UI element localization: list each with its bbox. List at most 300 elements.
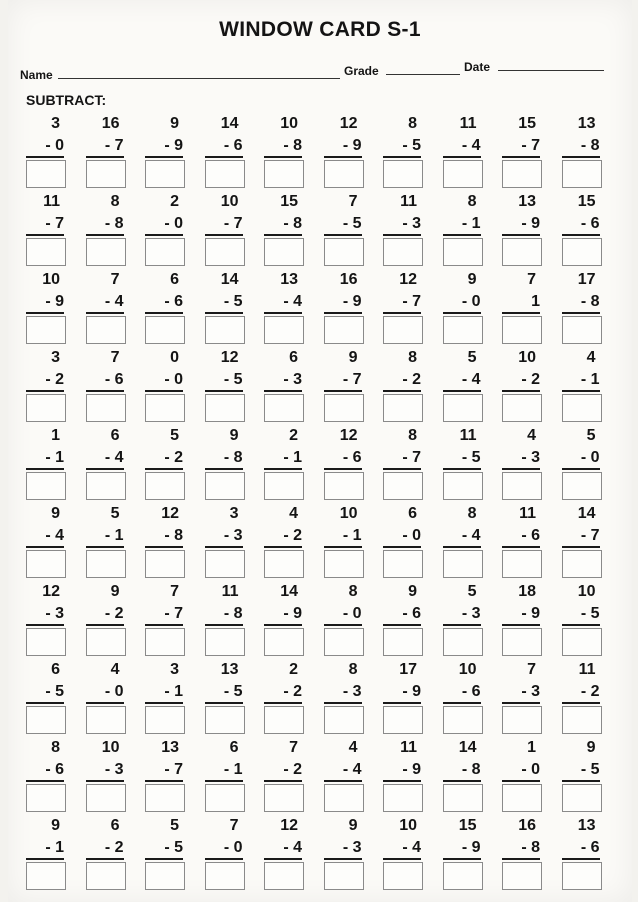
minuend: 7 bbox=[170, 583, 179, 600]
answer-line bbox=[502, 780, 540, 782]
subtraction-problem bbox=[498, 420, 544, 498]
minuend: 13 bbox=[220, 661, 239, 678]
subtraction-problem bbox=[439, 108, 485, 186]
answer-line bbox=[205, 234, 243, 236]
subtraction-problem bbox=[22, 654, 68, 732]
subtraction-problem bbox=[141, 654, 187, 732]
answer-box[interactable] bbox=[562, 706, 602, 734]
answer-box[interactable] bbox=[383, 862, 423, 890]
answer-line bbox=[264, 234, 302, 236]
subtraction-problem bbox=[379, 108, 425, 186]
subtrahend: - 3 bbox=[521, 683, 540, 700]
minuend: 7 bbox=[289, 739, 298, 756]
answer-box[interactable] bbox=[145, 862, 185, 890]
subtrahend: - 3 bbox=[45, 605, 64, 622]
minuend: 2 bbox=[289, 427, 298, 444]
answer-box[interactable] bbox=[26, 394, 66, 422]
answer-line bbox=[383, 858, 421, 860]
subtrahend: - 1 bbox=[45, 449, 64, 466]
subtrahend: 1 bbox=[531, 293, 540, 310]
subtraction-problem bbox=[22, 264, 68, 342]
answer-box[interactable] bbox=[205, 238, 245, 266]
subtrahend: - 3 bbox=[342, 683, 362, 700]
answer-box[interactable] bbox=[324, 472, 364, 500]
subtrahend: - 1 bbox=[342, 527, 362, 544]
subtraction-problem bbox=[22, 420, 68, 498]
answer-box[interactable] bbox=[145, 550, 185, 578]
answer-box[interactable] bbox=[145, 160, 185, 188]
subtraction-problem bbox=[498, 108, 544, 186]
answer-box[interactable] bbox=[145, 784, 185, 812]
minuend: 3 bbox=[170, 661, 179, 678]
answer-box[interactable] bbox=[383, 628, 423, 656]
answer-box[interactable] bbox=[145, 706, 185, 734]
answer-box[interactable] bbox=[86, 628, 126, 656]
answer-box[interactable] bbox=[205, 862, 245, 890]
name-field[interactable] bbox=[58, 78, 340, 79]
answer-box[interactable] bbox=[324, 784, 364, 812]
minuend: 7 bbox=[229, 817, 239, 834]
answer-box[interactable] bbox=[86, 706, 126, 734]
answer-box[interactable] bbox=[383, 472, 423, 500]
answer-box[interactable] bbox=[264, 784, 304, 812]
subtraction-problem bbox=[379, 810, 425, 888]
subtrahend: - 5 bbox=[342, 215, 362, 232]
subtraction-problem bbox=[320, 732, 366, 810]
subtraction-problem bbox=[141, 264, 187, 342]
answer-box[interactable] bbox=[264, 862, 304, 890]
minuend: 11 bbox=[400, 739, 417, 756]
subtrahend: - 5 bbox=[402, 137, 421, 154]
minuend: 7 bbox=[527, 661, 536, 678]
subtrahend: - 9 bbox=[402, 683, 421, 700]
minuend: 8 bbox=[467, 193, 477, 210]
subtraction-problem bbox=[498, 654, 544, 732]
minuend: 9 bbox=[110, 583, 120, 600]
subtraction-problem bbox=[558, 810, 604, 888]
subtrahend: - 3 bbox=[223, 527, 243, 544]
minuend: 6 bbox=[110, 817, 120, 834]
subtrahend: - 9 bbox=[342, 137, 362, 154]
subtrahend: - 4 bbox=[461, 527, 481, 544]
answer-box[interactable] bbox=[264, 550, 304, 578]
answer-box[interactable] bbox=[86, 316, 126, 344]
answer-box[interactable] bbox=[383, 784, 423, 812]
answer-box[interactable] bbox=[26, 316, 66, 344]
answer-box[interactable] bbox=[264, 316, 304, 344]
answer-line bbox=[383, 780, 421, 782]
answer-box[interactable] bbox=[562, 550, 602, 578]
answer-box[interactable] bbox=[86, 862, 126, 890]
answer-box[interactable] bbox=[383, 316, 423, 344]
answer-line bbox=[86, 468, 124, 470]
answer-line bbox=[145, 234, 183, 236]
subtraction-problem bbox=[260, 498, 306, 576]
answer-box[interactable] bbox=[324, 862, 364, 890]
answer-box[interactable] bbox=[26, 550, 66, 578]
answer-box[interactable] bbox=[443, 316, 483, 344]
minuend: 9 bbox=[348, 817, 358, 834]
subtraction-problem bbox=[498, 576, 544, 654]
subtrahend: - 5 bbox=[223, 293, 243, 310]
answer-box[interactable] bbox=[443, 628, 483, 656]
subtrahend: - 1 bbox=[283, 449, 302, 466]
answer-line bbox=[324, 156, 362, 158]
answer-box[interactable] bbox=[205, 784, 245, 812]
subtrahend: - 8 bbox=[580, 293, 600, 310]
answer-box[interactable] bbox=[145, 472, 185, 500]
answer-box[interactable] bbox=[86, 238, 126, 266]
answer-box[interactable] bbox=[86, 160, 126, 188]
subtrahend: - 7 bbox=[402, 293, 421, 310]
answer-box[interactable] bbox=[502, 394, 542, 422]
subtraction-problem bbox=[260, 186, 306, 264]
minuend: 7 bbox=[348, 193, 358, 210]
answer-box[interactable] bbox=[383, 550, 423, 578]
answer-line bbox=[324, 234, 362, 236]
answer-line bbox=[86, 546, 124, 548]
subtrahend: - 0 bbox=[580, 449, 600, 466]
answer-box[interactable] bbox=[502, 238, 542, 266]
grade-field[interactable] bbox=[386, 74, 460, 75]
subtrahend: - 7 bbox=[164, 605, 183, 622]
minuend: 12 bbox=[220, 349, 239, 366]
answer-line bbox=[502, 546, 540, 548]
answer-box[interactable] bbox=[562, 784, 602, 812]
answer-box[interactable] bbox=[324, 706, 364, 734]
date-field[interactable] bbox=[498, 70, 604, 71]
minuend: 6 bbox=[110, 427, 120, 444]
answer-box[interactable] bbox=[26, 160, 66, 188]
answer-line bbox=[324, 546, 362, 548]
minuend: 18 bbox=[518, 583, 536, 600]
subtraction-problem bbox=[498, 342, 544, 420]
answer-line bbox=[443, 312, 481, 314]
subtrahend: - 0 bbox=[104, 683, 124, 700]
answer-line bbox=[264, 624, 302, 626]
answer-box[interactable] bbox=[443, 472, 483, 500]
answer-line bbox=[383, 468, 421, 470]
date-label: Date bbox=[464, 60, 491, 74]
answer-line bbox=[502, 312, 540, 314]
answer-box[interactable] bbox=[264, 706, 304, 734]
answer-box[interactable] bbox=[443, 706, 483, 734]
answer-box[interactable] bbox=[443, 784, 483, 812]
subtraction-problem bbox=[439, 576, 485, 654]
answer-line bbox=[145, 858, 183, 860]
minuend: 8 bbox=[348, 661, 358, 678]
answer-line bbox=[86, 390, 124, 392]
answer-line bbox=[383, 234, 421, 236]
answer-line bbox=[324, 468, 362, 470]
subtraction-problem bbox=[82, 732, 128, 810]
minuend: 2 bbox=[289, 661, 298, 678]
answer-box[interactable] bbox=[383, 394, 423, 422]
answer-line bbox=[324, 858, 362, 860]
subtrahend: - 8 bbox=[461, 761, 481, 778]
answer-line bbox=[26, 546, 64, 548]
answer-line bbox=[562, 390, 600, 392]
answer-box[interactable] bbox=[145, 238, 185, 266]
minuend: 7 bbox=[110, 271, 120, 288]
answer-line bbox=[86, 312, 124, 314]
subtraction-problem bbox=[320, 654, 366, 732]
answer-box[interactable] bbox=[324, 550, 364, 578]
answer-line bbox=[145, 156, 183, 158]
answer-box[interactable] bbox=[26, 238, 66, 266]
minuend: 4 bbox=[289, 505, 298, 522]
answer-box[interactable] bbox=[205, 628, 245, 656]
minuend: 10 bbox=[280, 115, 298, 132]
subtrahend: - 6 bbox=[580, 839, 600, 856]
minuend: 15 bbox=[458, 817, 477, 834]
answer-line bbox=[205, 156, 243, 158]
answer-line bbox=[145, 312, 183, 314]
answer-line bbox=[26, 390, 64, 392]
subtraction-problem bbox=[379, 654, 425, 732]
subtraction-problem bbox=[22, 186, 68, 264]
answer-line bbox=[26, 780, 64, 782]
minuend: 9 bbox=[348, 349, 358, 366]
answer-box[interactable] bbox=[562, 394, 602, 422]
subtraction-problem bbox=[141, 108, 187, 186]
answer-line bbox=[443, 624, 481, 626]
answer-box[interactable] bbox=[562, 160, 602, 188]
subtrahend: - 4 bbox=[402, 839, 421, 856]
minuend: 13 bbox=[577, 817, 596, 834]
answer-box[interactable] bbox=[562, 238, 602, 266]
minuend: 14 bbox=[280, 583, 298, 600]
answer-line bbox=[562, 312, 600, 314]
answer-line bbox=[26, 624, 64, 626]
subtraction-problem bbox=[558, 420, 604, 498]
subtrahend: - 6 bbox=[580, 215, 600, 232]
answer-box[interactable] bbox=[562, 472, 602, 500]
answer-box[interactable] bbox=[502, 472, 542, 500]
subtraction-problem bbox=[379, 732, 425, 810]
answer-box[interactable] bbox=[502, 784, 542, 812]
subtraction-problem bbox=[82, 264, 128, 342]
minuend: 14 bbox=[220, 271, 239, 288]
answer-box[interactable] bbox=[324, 160, 364, 188]
answer-box[interactable] bbox=[324, 238, 364, 266]
subtrahend: - 1 bbox=[580, 371, 600, 388]
minuend: 17 bbox=[577, 271, 596, 288]
minuend: 17 bbox=[399, 661, 417, 678]
answer-box[interactable] bbox=[443, 238, 483, 266]
subtraction-problem bbox=[260, 810, 306, 888]
answer-box[interactable] bbox=[383, 238, 423, 266]
answer-box[interactable] bbox=[383, 706, 423, 734]
answer-box[interactable] bbox=[502, 862, 542, 890]
subtraction-problem bbox=[82, 420, 128, 498]
minuend: 3 bbox=[51, 349, 60, 366]
answer-box[interactable] bbox=[502, 550, 542, 578]
subtraction-problem bbox=[320, 264, 366, 342]
answer-box[interactable] bbox=[205, 394, 245, 422]
subtrahend: - 8 bbox=[164, 527, 183, 544]
answer-box[interactable] bbox=[26, 706, 66, 734]
minuend: 11 bbox=[459, 115, 477, 132]
answer-box[interactable] bbox=[86, 784, 126, 812]
answer-box[interactable] bbox=[205, 472, 245, 500]
answer-box[interactable] bbox=[324, 316, 364, 344]
answer-line bbox=[205, 468, 243, 470]
subtraction-problem bbox=[498, 186, 544, 264]
minuend: 12 bbox=[339, 115, 358, 132]
subtrahend: - 8 bbox=[283, 137, 302, 154]
answer-line bbox=[26, 468, 64, 470]
subtraction-problem bbox=[141, 576, 187, 654]
minuend: 1 bbox=[51, 427, 60, 444]
answer-line bbox=[145, 468, 183, 470]
minuend: 4 bbox=[527, 427, 536, 444]
answer-box[interactable] bbox=[443, 394, 483, 422]
minuend: 8 bbox=[348, 583, 358, 600]
answer-box[interactable] bbox=[205, 316, 245, 344]
subtraction-problem bbox=[439, 654, 485, 732]
subtrahend: - 2 bbox=[283, 761, 302, 778]
subtraction-problem bbox=[320, 186, 366, 264]
answer-box[interactable] bbox=[562, 862, 602, 890]
subtraction-problem bbox=[201, 810, 247, 888]
subtraction-problem bbox=[439, 498, 485, 576]
minuend: 12 bbox=[161, 505, 179, 522]
answer-box[interactable] bbox=[443, 160, 483, 188]
answer-line bbox=[383, 390, 421, 392]
answer-line bbox=[502, 390, 540, 392]
answer-box[interactable] bbox=[324, 394, 364, 422]
subtrahend: - 3 bbox=[283, 371, 302, 388]
answer-box[interactable] bbox=[145, 628, 185, 656]
subtrahend: - 9 bbox=[342, 293, 362, 310]
minuend: 5 bbox=[170, 817, 179, 834]
answer-line bbox=[324, 780, 362, 782]
answer-box[interactable] bbox=[145, 394, 185, 422]
answer-line bbox=[383, 312, 421, 314]
answer-box[interactable] bbox=[205, 706, 245, 734]
subtrahend: - 7 bbox=[223, 215, 243, 232]
answer-line bbox=[562, 858, 600, 860]
subtraction-problem bbox=[82, 342, 128, 420]
subtrahend: - 1 bbox=[223, 761, 243, 778]
subtraction-problem bbox=[379, 264, 425, 342]
problem-grid bbox=[22, 108, 632, 888]
subtraction-problem bbox=[82, 810, 128, 888]
answer-line bbox=[562, 468, 600, 470]
minuend: 0 bbox=[170, 349, 179, 366]
answer-box[interactable] bbox=[502, 316, 542, 344]
subtrahend: - 7 bbox=[580, 527, 600, 544]
minuend: 11 bbox=[578, 661, 596, 678]
minuend: 13 bbox=[280, 271, 298, 288]
minuend: 11 bbox=[400, 193, 417, 210]
answer-box[interactable] bbox=[205, 550, 245, 578]
subtrahend: - 0 bbox=[164, 215, 183, 232]
answer-box[interactable] bbox=[502, 628, 542, 656]
answer-box[interactable] bbox=[26, 628, 66, 656]
minuend: 9 bbox=[408, 583, 417, 600]
problem-row bbox=[22, 342, 632, 420]
answer-line bbox=[443, 390, 481, 392]
subtrahend: - 5 bbox=[580, 761, 600, 778]
minuend: 15 bbox=[518, 115, 536, 132]
answer-line bbox=[562, 624, 600, 626]
subtraction-problem bbox=[558, 342, 604, 420]
subtraction-problem bbox=[320, 576, 366, 654]
subtraction-problem bbox=[439, 186, 485, 264]
answer-box[interactable] bbox=[26, 784, 66, 812]
answer-box[interactable] bbox=[324, 628, 364, 656]
answer-box[interactable] bbox=[443, 550, 483, 578]
page-title: WINDOW CARD S-1 bbox=[219, 18, 421, 41]
subtraction-problem bbox=[82, 108, 128, 186]
answer-box[interactable] bbox=[205, 160, 245, 188]
answer-box[interactable] bbox=[383, 160, 423, 188]
answer-box[interactable] bbox=[26, 472, 66, 500]
problem-row bbox=[22, 576, 632, 654]
answer-line bbox=[502, 858, 540, 860]
subtrahend: - 5 bbox=[580, 605, 600, 622]
subtrahend: - 7 bbox=[45, 215, 64, 232]
answer-box[interactable] bbox=[86, 394, 126, 422]
subtrahend: - 6 bbox=[342, 449, 362, 466]
minuend: 8 bbox=[408, 115, 417, 132]
subtraction-problem bbox=[260, 108, 306, 186]
minuend: 1 bbox=[527, 739, 536, 756]
problem-row bbox=[22, 732, 632, 810]
answer-box[interactable] bbox=[562, 628, 602, 656]
answer-box[interactable] bbox=[264, 238, 304, 266]
answer-box[interactable] bbox=[264, 160, 304, 188]
answer-line bbox=[205, 312, 243, 314]
answer-box[interactable] bbox=[86, 550, 126, 578]
answer-line bbox=[205, 390, 243, 392]
answer-line bbox=[145, 546, 183, 548]
answer-line bbox=[383, 546, 421, 548]
subtraction-problem bbox=[201, 576, 247, 654]
answer-line bbox=[26, 234, 64, 236]
answer-line bbox=[145, 390, 183, 392]
answer-line bbox=[383, 156, 421, 158]
answer-box[interactable] bbox=[264, 472, 304, 500]
answer-box[interactable] bbox=[264, 628, 304, 656]
answer-box[interactable] bbox=[443, 862, 483, 890]
answer-box[interactable] bbox=[26, 862, 66, 890]
answer-box[interactable] bbox=[502, 160, 542, 188]
answer-line bbox=[264, 156, 302, 158]
subtraction-problem bbox=[558, 186, 604, 264]
answer-box[interactable] bbox=[562, 316, 602, 344]
answer-box[interactable] bbox=[86, 472, 126, 500]
answer-line bbox=[502, 156, 540, 158]
minuend: 14 bbox=[577, 505, 596, 522]
subtraction-problem bbox=[201, 342, 247, 420]
answer-line bbox=[383, 702, 421, 704]
answer-box[interactable] bbox=[145, 316, 185, 344]
minuend: 12 bbox=[42, 583, 60, 600]
subtraction-problem bbox=[82, 186, 128, 264]
minuend: 13 bbox=[577, 115, 596, 132]
answer-box[interactable] bbox=[264, 394, 304, 422]
minuend: 12 bbox=[399, 271, 417, 288]
answer-line bbox=[443, 234, 481, 236]
answer-line bbox=[502, 624, 540, 626]
answer-line bbox=[86, 780, 124, 782]
answer-box[interactable] bbox=[502, 706, 542, 734]
minuend: 16 bbox=[518, 817, 536, 834]
subtraction-problem bbox=[201, 186, 247, 264]
